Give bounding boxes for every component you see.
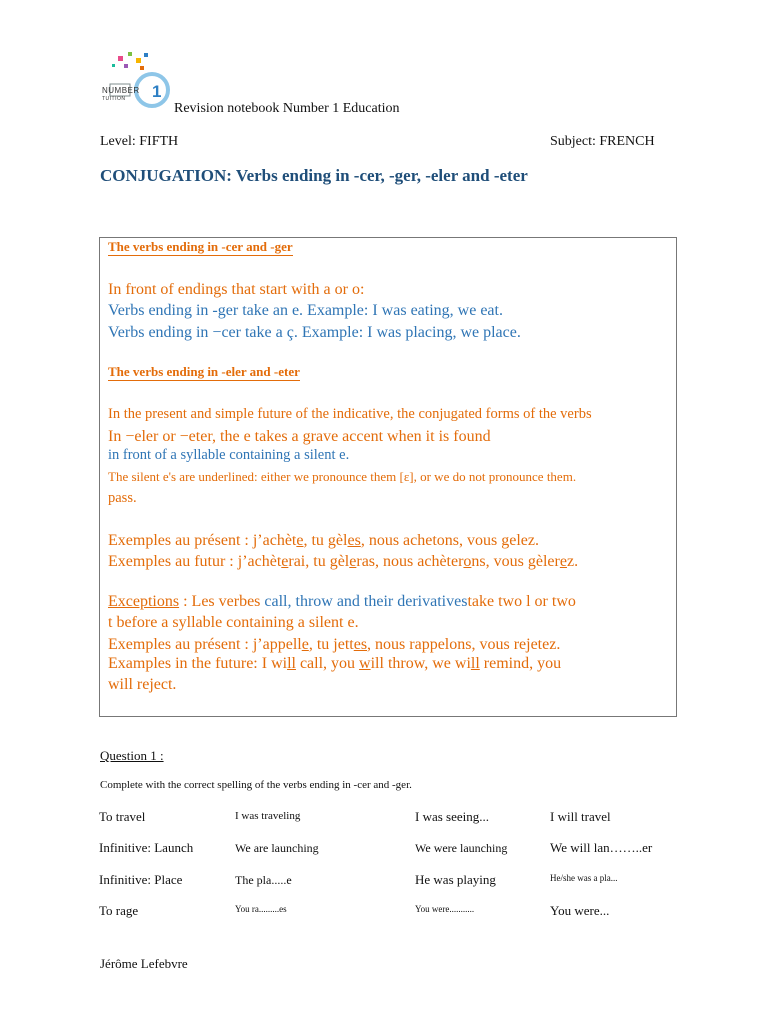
table-cell: The pla.....e	[235, 873, 292, 887]
rule-paragraph-3: in front of a syllable containing a silent e.	[108, 447, 350, 463]
rule-paragraph-4: The silent e's are underlined: either we pronounce them [ɛ], or we do not pronounce them.	[108, 469, 577, 484]
document-title: Revision notebook Number 1 Education	[174, 101, 400, 116]
table-cell: You ra.........es	[235, 904, 287, 914]
rule-cer: Verbs ending in −cer take a ç. Example: I was placing, we place.	[108, 324, 521, 341]
subject-label: Subject: FRENCH	[550, 134, 655, 149]
rules-box	[99, 237, 677, 717]
table-cell: I will travel	[550, 809, 611, 824]
question-instruction: Complete with the correct spelling of the verbs ending in -cer and -ger.	[100, 779, 412, 791]
logo-number: 1	[152, 82, 162, 101]
table-cell: To rage	[99, 903, 139, 918]
section-heading-eler-eter: The verbs ending in -eler and -eter	[108, 364, 300, 379]
logo	[100, 50, 172, 108]
table-cell: We are launching	[235, 841, 319, 855]
rule-paragraph-2: In −eler or −eter, the e takes a grave accent when it is found	[108, 428, 491, 445]
table-cell: I was traveling	[235, 810, 301, 822]
rule-ger: Verbs ending in -ger take an e. Example: I was eating, we eat.	[108, 302, 503, 319]
rule-intro: In front of endings that start with a or o:	[108, 281, 365, 298]
logo-text-number: NUMBER	[102, 86, 140, 95]
section-heading-cer-ger: The verbs ending in -cer and -ger	[108, 239, 293, 254]
logo-text-tuition: TUITION	[102, 96, 126, 102]
exceptions-line-2: t before a syllable containing a silent e.	[108, 614, 359, 631]
question-title: Question 1 :	[100, 748, 164, 763]
example-present-exceptions: Exemples au présent : j’appelle, tu jettes, nous rappelons, vous rejetez.	[108, 636, 561, 653]
level-label: Level: FIFTH	[100, 134, 179, 149]
rule-paragraph-5: pass.	[108, 490, 137, 506]
table-cell: You were...........	[415, 904, 475, 914]
conjugation-title: CONJUGATION: Verbs ending in -cer, -ger, -eler and -eter	[100, 166, 528, 185]
table-cell: I was seeing...	[415, 809, 490, 824]
rule-paragraph-1: In the present and simple future of the indicative, the conjugated forms of the verbs	[108, 406, 592, 422]
table-cell: We were launching	[415, 841, 508, 855]
exceptions-line: Exceptions : Les verbes call, throw and their derivativestake two l or two	[108, 593, 576, 610]
example-future-exceptions-2: will reject.	[108, 676, 177, 693]
author-name: Jérôme Lefebvre	[100, 956, 188, 971]
table-cell: He was playing	[415, 872, 496, 887]
table-cell: To travel	[99, 809, 146, 824]
example-futur: Exemples au futur : j’achèterai, tu gèleras, nous achèterons, vous gèlerez.	[108, 553, 579, 570]
table-cell: He/she was a pla...	[550, 873, 618, 883]
table-cell: Infinitive: Launch	[99, 840, 194, 855]
example-present: Exemples au présent : j’achète, tu gèles, nous achetons, vous gelez.	[108, 532, 539, 549]
table-cell: You were...	[550, 903, 610, 918]
table-cell: Infinitive: Place	[99, 872, 183, 887]
table-cell: We will lan……..er	[550, 840, 653, 855]
example-future-exceptions: Examples in the future: I will call, you will throw, we will remind, you	[108, 655, 562, 672]
